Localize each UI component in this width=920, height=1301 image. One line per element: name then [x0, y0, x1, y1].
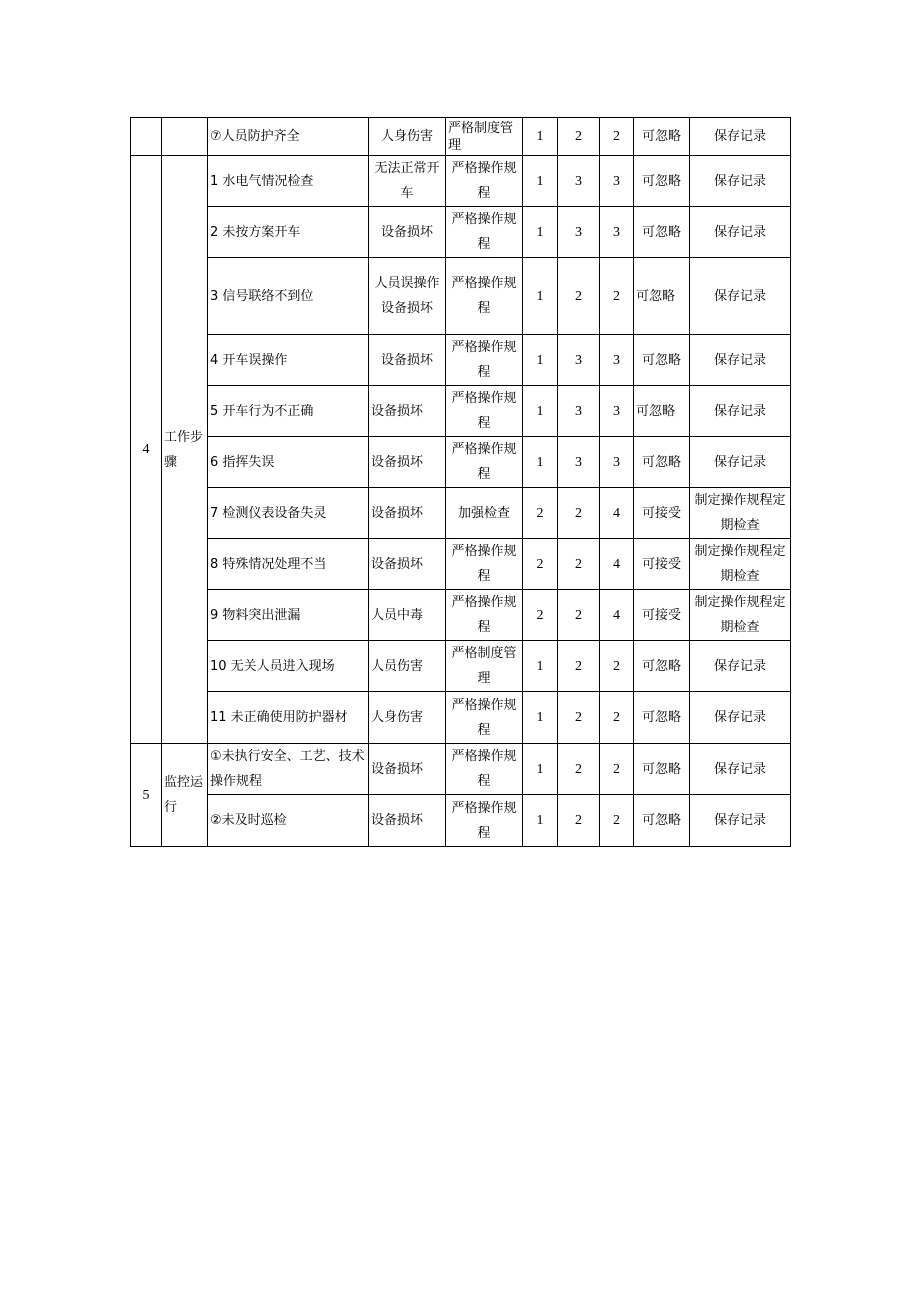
- control-measure: 严格操作规程: [446, 437, 523, 488]
- consequence: 设备损坏: [369, 207, 446, 258]
- likelihood: 1: [523, 692, 558, 744]
- table-row: [131, 590, 791, 641]
- likelihood: 1: [523, 386, 558, 437]
- control-action: 保存记录: [690, 258, 791, 335]
- consequence: 设备损坏: [369, 335, 446, 386]
- control-action: 保存记录: [690, 207, 791, 258]
- risk-value: 2: [600, 258, 634, 335]
- table-row: [131, 744, 791, 795]
- risk-value: 2: [600, 744, 634, 795]
- risk-level: 可忽略: [634, 207, 690, 258]
- severity: 3: [558, 156, 600, 207]
- control-action: 保存记录: [690, 437, 791, 488]
- control-measure: 严格操作规程: [446, 386, 523, 437]
- risk-value: 2: [600, 795, 634, 847]
- severity: 2: [558, 258, 600, 335]
- group-no: 4: [131, 156, 162, 744]
- severity: 2: [558, 641, 600, 692]
- severity: 2: [558, 692, 600, 744]
- control-measure: 严格操作规程: [446, 156, 523, 207]
- group-name: 监控运行: [162, 744, 208, 847]
- likelihood: 2: [523, 590, 558, 641]
- risk-level: 可忽略: [634, 744, 690, 795]
- risk-level: 可忽略: [634, 437, 690, 488]
- table-row: [131, 335, 791, 386]
- risk-level: 可忽略: [634, 156, 690, 207]
- consequence: 无法正常开车: [369, 156, 446, 207]
- severity: 2: [558, 539, 600, 590]
- hazard-item: 10 无关人员进入现场: [208, 641, 369, 692]
- severity: 3: [558, 335, 600, 386]
- control-action: 保存记录: [690, 386, 791, 437]
- hazard-item: ①未执行安全、工艺、技术操作规程: [208, 744, 369, 795]
- likelihood: 1: [523, 118, 558, 156]
- table-row: [131, 258, 791, 335]
- likelihood: 1: [523, 744, 558, 795]
- control-action: 保存记录: [690, 692, 791, 744]
- risk-value: 3: [600, 335, 634, 386]
- consequence: 设备损坏: [369, 795, 446, 847]
- table-row: [131, 386, 791, 437]
- severity: 2: [558, 795, 600, 847]
- consequence: 设备损坏: [369, 386, 446, 437]
- hazard-item: ②未及时巡检: [208, 795, 369, 847]
- risk-level: 可忽略: [634, 118, 690, 156]
- likelihood: 1: [523, 437, 558, 488]
- table-row: [131, 795, 791, 847]
- control-measure: 严格制度管理: [446, 641, 523, 692]
- group-no: 5: [131, 744, 162, 847]
- severity: 2: [558, 488, 600, 539]
- table-row: [131, 207, 791, 258]
- hazard-item: 1 水电气情况检查: [208, 156, 369, 207]
- control-measure: 严格操作规程: [446, 692, 523, 744]
- risk-level: 可忽略: [634, 335, 690, 386]
- likelihood: 1: [523, 258, 558, 335]
- consequence: 人员误操作设备损坏: [369, 258, 446, 335]
- consequence: 人身伤害: [369, 692, 446, 744]
- hazard-item: 3 信号联络不到位: [208, 258, 369, 335]
- severity: 3: [558, 207, 600, 258]
- control-action: 制定操作规程定期检查: [690, 590, 791, 641]
- risk-value: 3: [600, 156, 634, 207]
- likelihood: 1: [523, 641, 558, 692]
- likelihood: 1: [523, 207, 558, 258]
- likelihood: 2: [523, 488, 558, 539]
- likelihood: 1: [523, 795, 558, 847]
- consequence: 设备损坏: [369, 744, 446, 795]
- control-measure: 严格操作规程: [446, 795, 523, 847]
- control-measure: 严格操作规程: [446, 207, 523, 258]
- control-action: 保存记录: [690, 744, 791, 795]
- control-measure: 严格操作规程: [446, 590, 523, 641]
- control-action: 保存记录: [690, 118, 791, 156]
- hazard-item: 11 未正确使用防护器材: [208, 692, 369, 744]
- control-action: 保存记录: [690, 156, 791, 207]
- table-row: [131, 641, 791, 692]
- group-name-cell: [162, 118, 208, 156]
- table-row: [131, 539, 791, 590]
- hazard-item: 6 指挥失误: [208, 437, 369, 488]
- control-action: 保存记录: [690, 641, 791, 692]
- control-measure: 严格操作规程: [446, 744, 523, 795]
- table-row: [131, 118, 791, 156]
- table-row: [131, 488, 791, 539]
- table-row: [131, 156, 791, 207]
- hazard-item: 5 开车行为不正确: [208, 386, 369, 437]
- hazard-item: 4 开车误操作: [208, 335, 369, 386]
- risk-value: 3: [600, 386, 634, 437]
- risk-value: 4: [600, 488, 634, 539]
- control-action: 制定操作规程定期检查: [690, 539, 791, 590]
- table-row: [131, 692, 791, 744]
- risk-value: 2: [600, 118, 634, 156]
- risk-value: 2: [600, 692, 634, 744]
- severity: 2: [558, 590, 600, 641]
- hazard-item: ⑦人员防护齐全: [208, 118, 369, 156]
- hazard-item: 7 检测仪表设备失灵: [208, 488, 369, 539]
- risk-level: 可接受: [634, 539, 690, 590]
- likelihood: 1: [523, 335, 558, 386]
- control-action: 制定操作规程定期检查: [690, 488, 791, 539]
- risk-level: 可接受: [634, 590, 690, 641]
- control-action: 保存记录: [690, 795, 791, 847]
- control-measure: 加强检查: [446, 488, 523, 539]
- likelihood: 2: [523, 539, 558, 590]
- risk-assessment-table: [130, 117, 791, 847]
- control-measure: 严格操作规程: [446, 539, 523, 590]
- risk-value: 3: [600, 437, 634, 488]
- risk-value: 4: [600, 590, 634, 641]
- severity: 2: [558, 744, 600, 795]
- consequence: 人员中毒: [369, 590, 446, 641]
- risk-level: 可接受: [634, 488, 690, 539]
- severity: 3: [558, 437, 600, 488]
- control-measure: 严格操作规程: [446, 335, 523, 386]
- control-action: 保存记录: [690, 335, 791, 386]
- consequence: 设备损坏: [369, 539, 446, 590]
- hazard-item: 2 未按方案开车: [208, 207, 369, 258]
- group-no-cell: [131, 118, 162, 156]
- consequence: 人员伤害: [369, 641, 446, 692]
- severity: 2: [558, 118, 600, 156]
- control-measure: 严格制度管理: [446, 118, 523, 156]
- group-name: 工作步骤: [162, 156, 208, 744]
- table-row: [131, 437, 791, 488]
- risk-level: 可忽略: [634, 692, 690, 744]
- hazard-item: 8 特殊情况处理不当: [208, 539, 369, 590]
- risk-level: 可忽略: [634, 386, 690, 437]
- likelihood: 1: [523, 156, 558, 207]
- risk-value: 3: [600, 207, 634, 258]
- risk-level: 可忽略: [634, 641, 690, 692]
- consequence: 设备损坏: [369, 437, 446, 488]
- severity: 3: [558, 386, 600, 437]
- consequence: 设备损坏: [369, 488, 446, 539]
- hazard-item: 9 物料突出泄漏: [208, 590, 369, 641]
- control-measure: 严格操作规程: [446, 258, 523, 335]
- risk-value: 4: [600, 539, 634, 590]
- risk-value: 2: [600, 641, 634, 692]
- risk-level: 可忽略: [634, 795, 690, 847]
- consequence: 人身伤害: [369, 118, 446, 156]
- risk-level: 可忽略: [634, 258, 690, 335]
